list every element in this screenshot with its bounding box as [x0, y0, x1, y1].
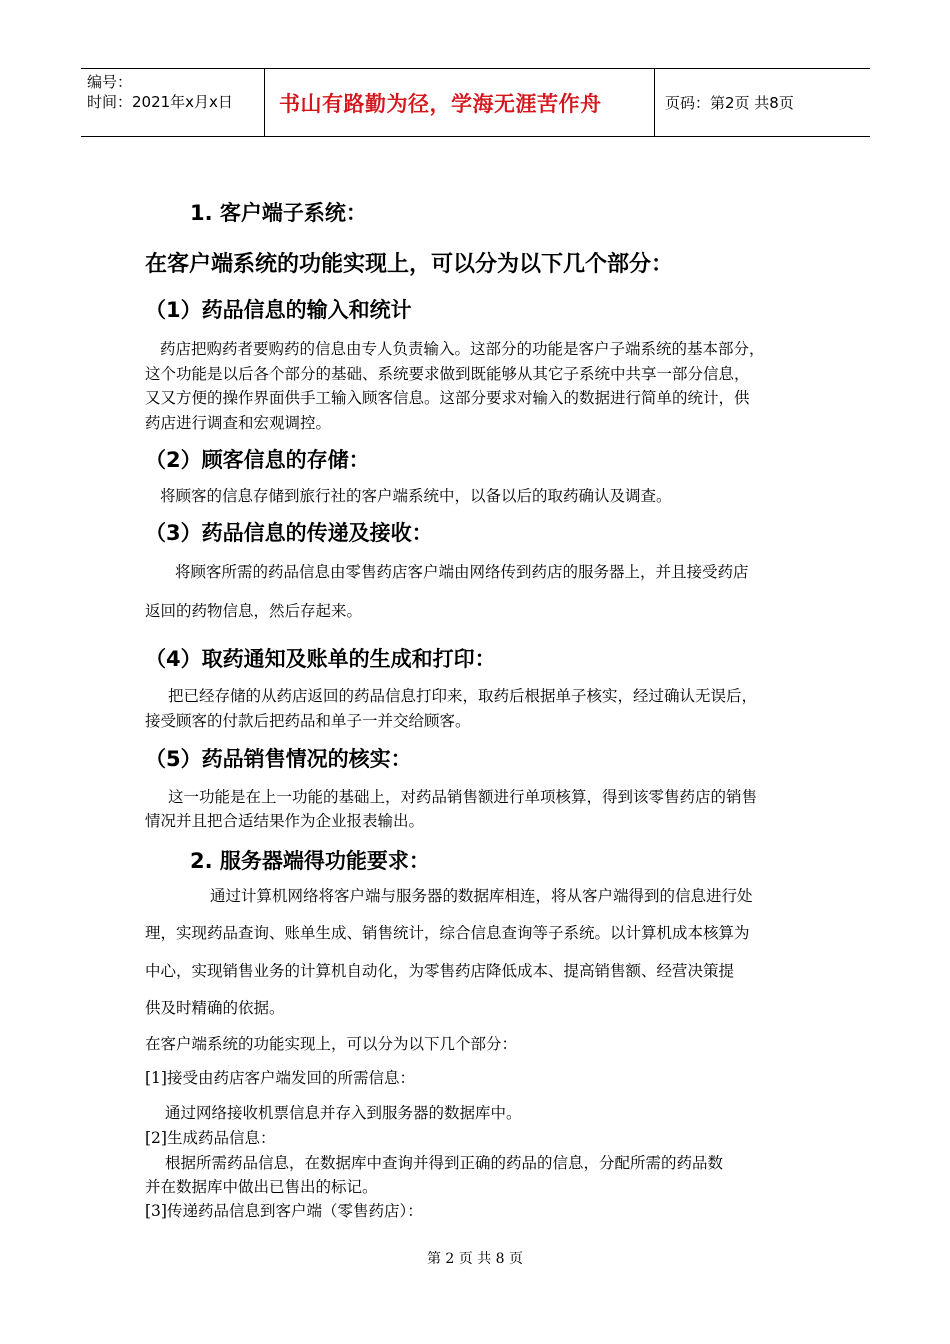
item-2-line: 将顾客的信息存储到旅行社的客户端系统中，以备以后的取药确认及调查。	[160, 487, 672, 505]
item-1-line: 又又方便的操作界面供手工输入顾客信息。这部分要求对输入的数据进行简单的统计，供	[145, 389, 750, 407]
sub-2-line: 根据所需药品信息，在数据库中查询并得到正确的药品的信息，分配所需的药品数	[165, 1154, 724, 1172]
header-meta	[81, 69, 265, 136]
intro-heading: 在客户端系统的功能实现上，可以分为以下几个部分：	[145, 252, 674, 277]
sub-1-line: 通过网络接收机票信息并存入到服务器的数据库中。	[165, 1104, 522, 1122]
item-3-line: 返回的药物信息，然后存起来。	[145, 602, 363, 620]
page-header	[81, 68, 870, 137]
item-2-title: （2）顾客信息的存储：	[145, 448, 370, 472]
section-2-line: 理，实现药品查询、账单生成、销售统计，综合信息查询等子系统。以计算机成本核算为	[145, 924, 750, 942]
item-4-title: （4）取药通知及账单的生成和打印：	[145, 647, 496, 671]
page-footer: 第 2 页 共 8 页	[426, 1251, 524, 1267]
section-2-line: 供及时精确的依据。	[145, 999, 285, 1017]
item-5-line: 这一功能是在上一功能的基础上，对药品销售额进行单项核算，得到该零售药店的销售	[168, 788, 758, 806]
section-2-line: 中心，实现销售业务的计算机自动化，为零售药店降低成本、提高销售额、经营决策提	[145, 962, 735, 980]
header-number: 编号：	[87, 73, 133, 91]
section-2-title: 2. 服务器端得功能要求：	[190, 849, 430, 873]
header-motto: 书山有路勤为径，学海无涯苦作舟	[265, 69, 655, 136]
item-1-title: （1）药品信息的输入和统计	[145, 298, 412, 322]
sub-1-title: [1]接受由药店客户端发回的所需信息：	[145, 1069, 415, 1087]
sub-2-title: [2]生成药品信息：	[145, 1129, 276, 1147]
item-1-line: 这个功能是以后各个部分的基础、系统要求做到既能够从其它子系统中共享一部分信息，	[145, 365, 750, 383]
sub-3-title: [3]传递药品信息到客户端（零售药店）：	[145, 1202, 423, 1220]
section-2-line: 通过计算机网络将客户端与服务器的数据库相连，将从客户端得到的信息进行处	[210, 887, 753, 905]
section-1-title: 1. 客户端子系统：	[190, 201, 367, 225]
header-time: 时间：2021年x月x日	[87, 93, 233, 111]
item-1-line: 药店把购药者要购药的信息由专人负责输入。这部分的功能是客户子端系统的基本部分，	[160, 340, 765, 358]
item-3-line: 将顾客所需的药品信息由零售药店客户端由网络传到药店的服务器上，并且接受药店	[175, 563, 749, 581]
section-2-intro: 在客户端系统的功能实现上，可以分为以下几个部分：	[145, 1035, 518, 1053]
item-4-line: 接受顾客的付款后把药品和单子一并交给顾客。	[145, 712, 471, 730]
item-5-title: （5）药品销售情况的核实：	[145, 747, 412, 771]
header-page-info: 页码：第2页 共8页	[665, 94, 794, 112]
sub-2-line: 并在数据库中做出已售出的标记。	[145, 1178, 378, 1196]
item-5-line: 情况并且把合适结果作为企业报表输出。	[145, 812, 425, 830]
item-1-line: 药店进行调查和宏观调控。	[145, 414, 332, 432]
item-3-title: （3）药品信息的传递及接收：	[145, 521, 433, 545]
item-4-line: 把已经存储的从药店返回的药品信息打印来，取药后根据单子核实，经过确认无误后，	[168, 687, 758, 705]
